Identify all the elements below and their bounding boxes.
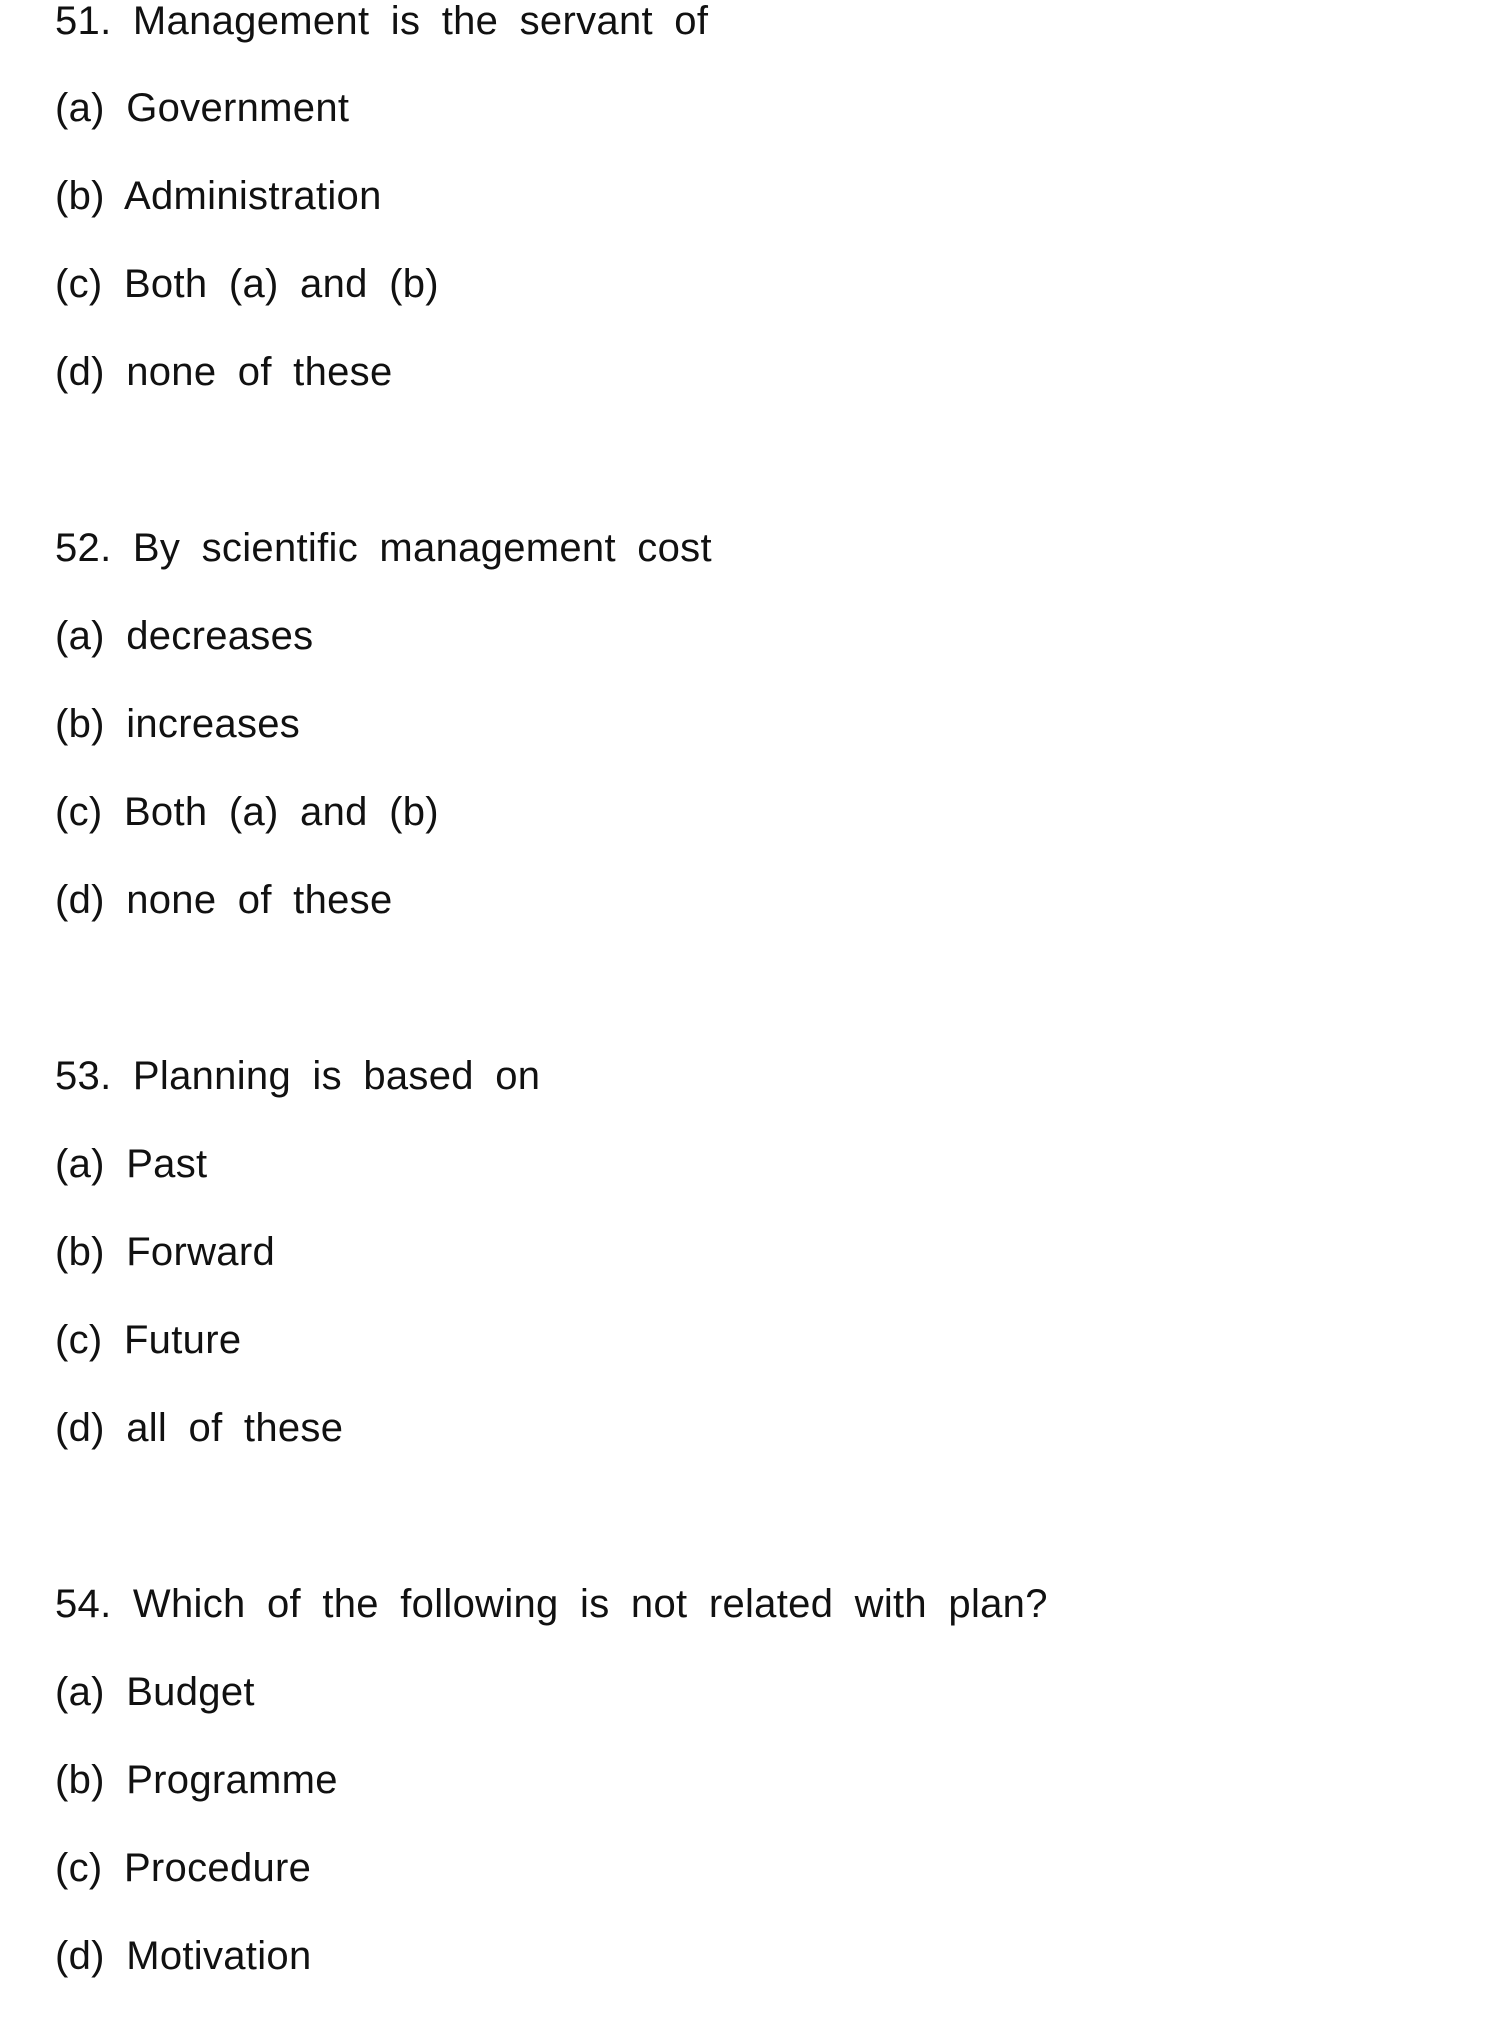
question-54-option-d: (d) Motivation [55,1934,312,1978]
question-52-option-a: (a) decreases [55,614,314,658]
question-53-option-d: (d) all of these [55,1406,344,1450]
question-54-stem: 54. Which of the following is not related with plan? [55,1582,1048,1626]
question-51-option-b: (b) Administration [55,174,382,218]
question-51-stem: 51. Management is the servant of [55,0,709,43]
question-54-option-c: (c) Procedure [55,1846,312,1890]
question-54-option-b: (b) Programme [55,1758,338,1802]
question-53-option-b: (b) Forward [55,1230,275,1274]
question-53-stem: 53. Planning is based on [55,1054,541,1098]
question-51-option-a: (a) Government [55,86,350,130]
question-53-option-a: (a) Past [55,1142,208,1186]
question-51-option-c: (c) Both (a) and (b) [55,262,439,306]
question-52-stem: 52. By scientific management cost [55,526,712,570]
question-52-option-b: (b) increases [55,702,301,746]
question-51-option-d: (d) none of these [55,350,393,394]
question-53-option-c: (c) Future [55,1318,242,1362]
question-52-option-d: (d) none of these [55,878,393,922]
question-52-option-c: (c) Both (a) and (b) [55,790,439,834]
question-54-option-a: (a) Budget [55,1670,255,1714]
